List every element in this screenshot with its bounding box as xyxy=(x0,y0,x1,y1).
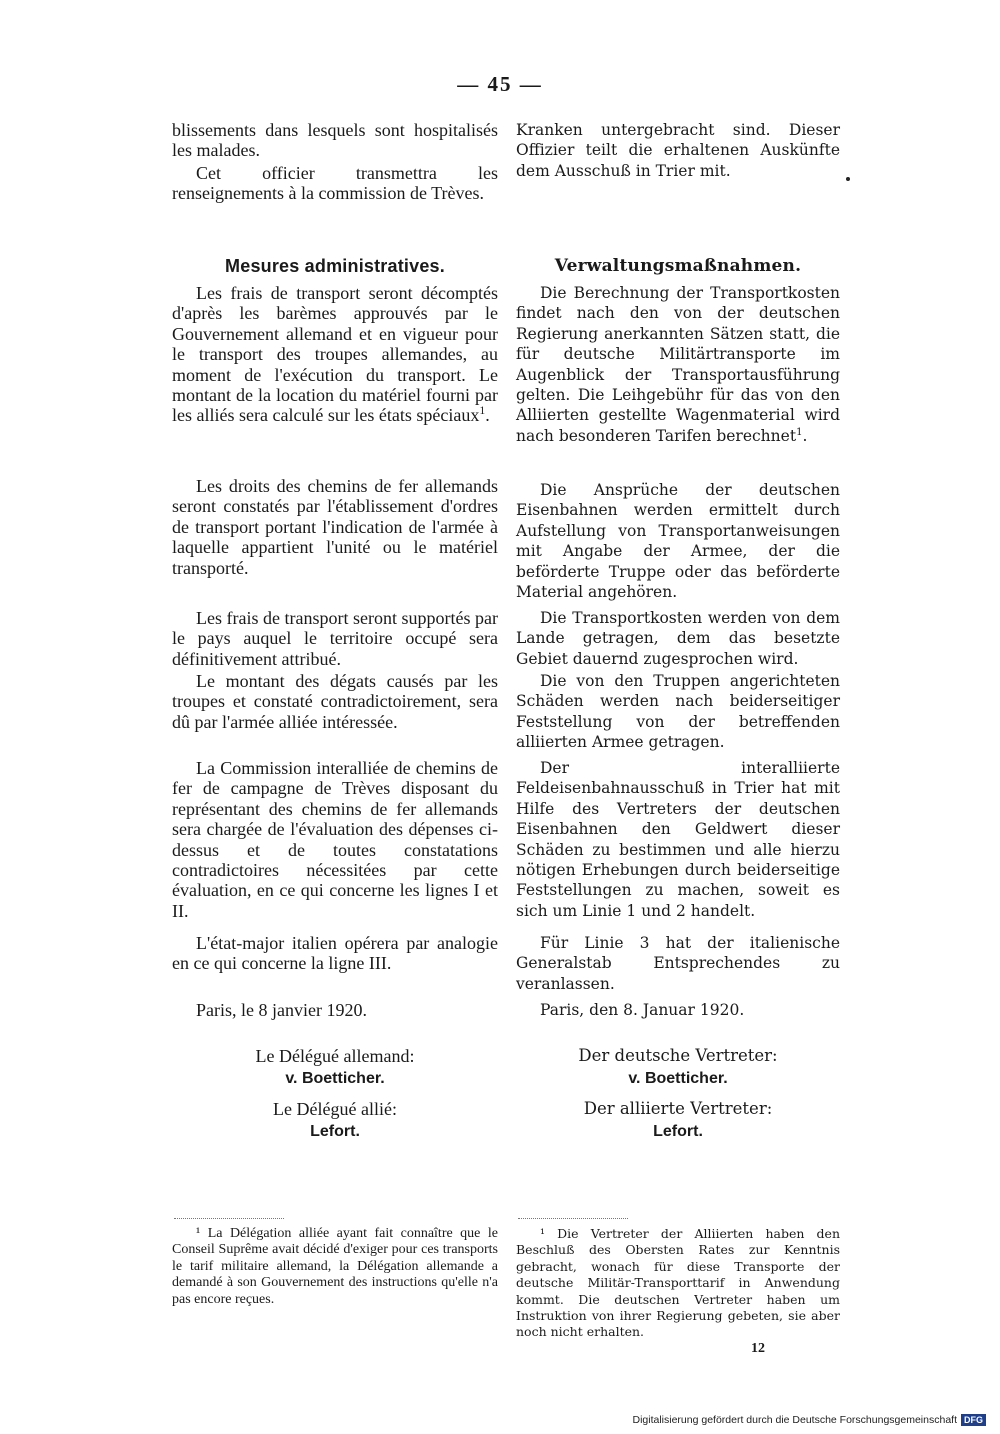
de-paragraph-1 xyxy=(516,283,840,446)
fr-footnote: ¹ La Délégation alliée ayant fait connaître que le Conseil Suprême avait décidé d'exiger pour ces transports le tarif militaire allemand, la Délégation allemande a demandé à son Gouvernement des instructions qu'elle n'a pas encore reçues. xyxy=(172,1226,498,1307)
de-footnote-marker: 1 xyxy=(796,426,803,438)
de-signature-2-name: Lefort. xyxy=(653,1123,703,1140)
credit-text: Digitalisierung gefördert durch die Deutsche Forschungsgemeinschaft xyxy=(632,1414,957,1426)
fr-signature-2-name: Lefort. xyxy=(310,1123,360,1140)
de-signature-2-title: Der alliierte Vertreter: xyxy=(583,1099,773,1118)
fr-officer-paragraph: Cet officier transmettra les renseignements à la commission de Trèves. xyxy=(172,163,498,204)
de-date: Paris, den 8. Januar 1920. xyxy=(540,1001,745,1019)
fr-section-heading: Mesures administratives. xyxy=(225,256,445,276)
de-paragraph-5: Der interalliierte Feldeisenbahnausschuß in Trier hat mit Hilfe des Vertreters der deutschen Eisenbahnen den Geldwert dieser Schäden zu bestimmen und alle hierzu nötigen Erhebungen durch beiderseitige Feststellungen zu machen, soweit es sich um Linie 1 und 2 handelt. xyxy=(516,759,840,920)
fr-signature-1-title: Le Délégué allemand: xyxy=(255,1046,415,1066)
fr-paragraph-1 xyxy=(172,283,498,426)
de-paragraph-4: Die von den Truppen angerichteten Schäden werden nach beiderseitiger Feststellung von der betreffenden alliierten Armee getragen. xyxy=(516,672,840,752)
de-paragraph-2: Die Ansprüche der deutschen Eisenbahnen werden ermittelt durch Aufstellung von Transportanweisungen mit Angabe der Armee, der die beförderte Truppe oder das beförderte Material angehören. xyxy=(516,481,840,602)
fr-intro-paragraph: blissements dans lesquels sont hospitalisés les malades. xyxy=(172,120,498,161)
de-paragraph-3: Die Transportkosten werden von dem Lande getragen, dem das besetzte Gebiet dauernd zugesprochen wird. xyxy=(516,609,840,668)
de-signature-1-title: Der deutsche Vertreter: xyxy=(578,1046,778,1065)
fr-p1-end: . xyxy=(485,405,490,426)
de-intro-paragraph: Kranken untergebracht sind. Dieser Offizier teilt die erhaltenen Auskünfte dem Ausschuß in Trier mit. xyxy=(516,121,840,180)
digitization-credit xyxy=(632,1414,986,1426)
fr-footnote-rule xyxy=(174,1218,284,1219)
fr-paragraph-5: La Commission interalliée de chemins de fer de campagne de Trèves disposant du représentant des chemins de fer allemands sera chargée de l'évaluation des dépenses ci-dessus et de toutes constatations contradictoires nécessitées par cette évaluation, en ce qui concerne les lignes I et II. xyxy=(172,758,498,921)
page-number: — 45 — xyxy=(457,72,543,96)
de-paragraph-6: Für Linie 3 hat der italienische Generalstab Entsprechendes zu veranlassen. xyxy=(516,934,840,993)
de-section-heading: Verwaltungsmaßnahmen. xyxy=(554,256,802,276)
fr-date: Paris, le 8 janvier 1920. xyxy=(196,1000,367,1020)
de-p1-text: Die Berechnung der Transportkosten findet nach den von der deutschen Regierung anerkannten Sätzen statt, die für deutsche Militärtransporte im Augenblick der Transportausführung gelten. Die Leihgebühr für das von den Alliierten gestellte Wagenmaterial wird nach besonderen Tarifen berechnet xyxy=(516,284,840,445)
fr-paragraph-3: Les frais de transport seront supportés par le pays auquel le territoire occupé sera définitivement attribué. xyxy=(172,608,498,669)
fr-paragraph-6: L'état-major italien opérera par analogie en ce qui concerne la ligne III. xyxy=(172,933,498,974)
de-footnote: ¹ Die Vertreter der Alliierten haben den Beschluß des Obersten Rates zur Kenntnis gebracht, wonach für diese Transporte der deutsche Militär-Transporttarif in Anwendung kommt. Die deutschen Vertreter haben um Instruktion von ihrer Regierung gebeten, sie aber noch nicht erhalten. xyxy=(516,1226,840,1340)
fr-signature-2-title: Le Délégué allié: xyxy=(273,1099,397,1119)
de-footnote-rule xyxy=(518,1218,628,1219)
fr-paragraph-2: Les droits des chemins de fer allemands seront constatés par l'établissement d'ordres de transport portant l'indication de l'armée à laquelle appartient l'unité ou le matériel transporté. xyxy=(172,476,498,578)
de-p1-end: . xyxy=(802,426,808,445)
fr-p1-text: Les frais de transport seront décomptés d'après les barèmes approuvés par le Gouvernement allemand et en vigueur pour le transport des troupes allemandes, au moment de l'exécution du transport. Le montant de la location du matériel fourni par les alliés sera calculé sur les états spéciaux xyxy=(172,283,498,426)
signature-number: 12 xyxy=(751,1341,765,1356)
fr-paragraph-4: Le montant des dégats causés par les troupes et constaté contradictoirement, sera dû par l'armée alliée intéressée. xyxy=(172,671,498,732)
fr-footnote-marker: 1 xyxy=(479,404,486,418)
fr-signature-1-name: v. Boetticher. xyxy=(285,1070,385,1087)
de-signature-1-name: v. Boetticher. xyxy=(628,1070,728,1087)
stray-mark xyxy=(846,177,850,181)
dfg-logo-icon: DFG xyxy=(961,1414,986,1426)
